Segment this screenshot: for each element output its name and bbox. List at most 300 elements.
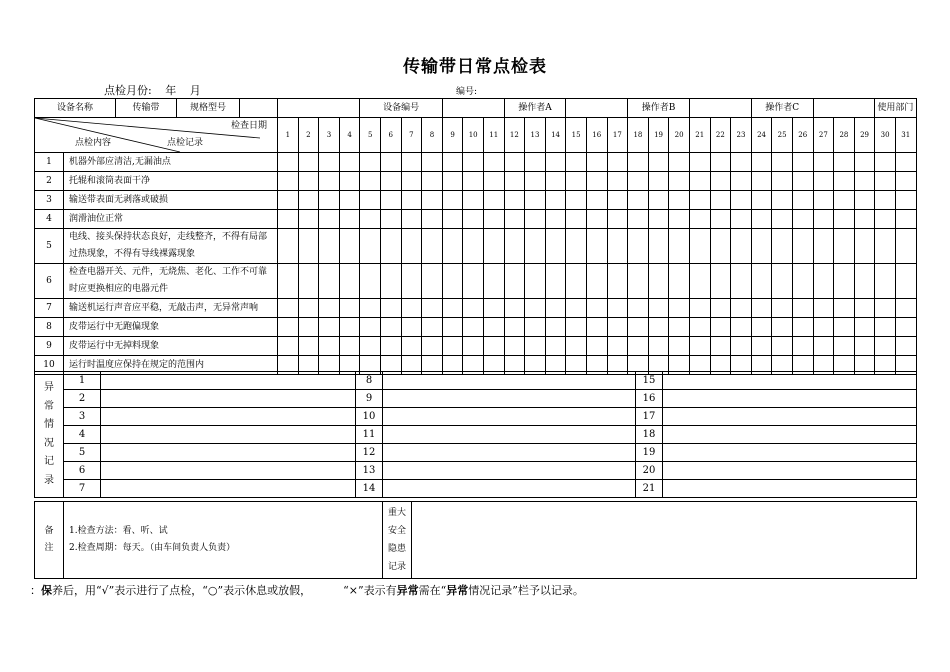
check-cell[interactable] [607,191,628,210]
check-cell[interactable] [689,318,710,337]
check-cell[interactable] [648,210,669,229]
check-cell[interactable] [545,191,566,210]
abnormal-entry[interactable] [663,462,917,480]
check-cell[interactable] [772,337,793,356]
check-cell[interactable] [319,337,340,356]
check-cell[interactable] [628,318,649,337]
abnormal-entry[interactable] [663,426,917,444]
check-cell[interactable] [566,210,587,229]
check-cell[interactable] [360,153,381,172]
check-cell[interactable] [525,191,546,210]
check-cell[interactable] [422,210,443,229]
check-cell[interactable] [834,264,855,299]
check-cell[interactable] [360,172,381,191]
check-cell[interactable] [319,191,340,210]
model-value[interactable] [240,99,278,117]
check-cell[interactable] [360,264,381,299]
check-cell[interactable] [566,318,587,337]
check-cell[interactable] [339,153,360,172]
check-cell[interactable] [278,337,299,356]
check-cell[interactable] [483,210,504,229]
check-cell[interactable] [463,299,484,318]
check-cell[interactable] [669,229,690,264]
check-cell[interactable] [278,210,299,229]
check-cell[interactable] [834,172,855,191]
check-cell[interactable] [298,337,319,356]
check-cell[interactable] [875,191,896,210]
check-cell[interactable] [401,172,422,191]
check-cell[interactable] [504,318,525,337]
check-cell[interactable] [607,229,628,264]
check-cell[interactable] [566,229,587,264]
check-cell[interactable] [813,264,834,299]
check-cell[interactable] [483,299,504,318]
check-cell[interactable] [731,191,752,210]
check-cell[interactable] [586,264,607,299]
check-cell[interactable] [504,191,525,210]
check-cell[interactable] [669,318,690,337]
check-cell[interactable] [710,337,731,356]
check-cell[interactable] [772,172,793,191]
major-hazard-record-cell[interactable] [412,502,917,579]
check-cell[interactable] [380,229,401,264]
check-cell[interactable] [607,318,628,337]
check-cell[interactable] [628,153,649,172]
check-cell[interactable] [813,210,834,229]
check-cell[interactable] [298,318,319,337]
check-cell[interactable] [792,318,813,337]
check-cell[interactable] [751,318,772,337]
check-cell[interactable] [566,191,587,210]
check-cell[interactable] [463,172,484,191]
check-cell[interactable] [772,264,793,299]
check-cell[interactable] [339,229,360,264]
check-cell[interactable] [648,299,669,318]
check-cell[interactable] [731,318,752,337]
check-cell[interactable] [751,210,772,229]
check-cell[interactable] [504,299,525,318]
check-cell[interactable] [483,229,504,264]
check-cell[interactable] [360,229,381,264]
check-cell[interactable] [401,264,422,299]
check-cell[interactable] [525,172,546,191]
check-cell[interactable] [298,210,319,229]
check-cell[interactable] [792,299,813,318]
abnormal-entry[interactable] [383,444,636,462]
abnormal-entry[interactable] [101,426,356,444]
check-cell[interactable] [525,229,546,264]
check-cell[interactable] [813,299,834,318]
abnormal-entry[interactable] [663,444,917,462]
check-cell[interactable] [648,172,669,191]
check-cell[interactable] [895,337,916,356]
check-cell[interactable] [401,318,422,337]
check-cell[interactable] [854,153,875,172]
check-cell[interactable] [339,337,360,356]
check-cell[interactable] [731,229,752,264]
check-cell[interactable] [504,210,525,229]
check-cell[interactable] [545,229,566,264]
check-cell[interactable] [586,337,607,356]
equip-no-value[interactable] [442,99,504,118]
check-cell[interactable] [401,191,422,210]
check-cell[interactable] [813,172,834,191]
check-cell[interactable] [895,229,916,264]
check-cell[interactable] [710,229,731,264]
check-cell[interactable] [875,264,896,299]
check-cell[interactable] [339,210,360,229]
check-cell[interactable] [689,172,710,191]
check-cell[interactable] [607,264,628,299]
check-cell[interactable] [710,153,731,172]
check-cell[interactable] [442,172,463,191]
check-cell[interactable] [731,299,752,318]
check-cell[interactable] [813,318,834,337]
check-cell[interactable] [648,153,669,172]
check-cell[interactable] [854,318,875,337]
check-cell[interactable] [545,264,566,299]
abnormal-entry[interactable] [101,372,356,390]
abnormal-entry[interactable] [101,408,356,426]
check-cell[interactable] [607,337,628,356]
check-cell[interactable] [463,264,484,299]
check-cell[interactable] [834,337,855,356]
check-cell[interactable] [689,153,710,172]
check-cell[interactable] [504,264,525,299]
check-cell[interactable] [380,299,401,318]
check-cell[interactable] [442,318,463,337]
abnormal-entry[interactable] [101,480,356,498]
check-cell[interactable] [586,172,607,191]
abnormal-entry[interactable] [383,372,636,390]
check-cell[interactable] [669,264,690,299]
check-cell[interactable] [422,264,443,299]
check-cell[interactable] [628,210,649,229]
check-cell[interactable] [463,191,484,210]
check-cell[interactable] [525,318,546,337]
check-cell[interactable] [278,264,299,299]
check-cell[interactable] [319,153,340,172]
check-cell[interactable] [319,210,340,229]
check-cell[interactable] [298,264,319,299]
check-cell[interactable] [607,299,628,318]
check-cell[interactable] [566,153,587,172]
check-cell[interactable] [525,337,546,356]
check-cell[interactable] [834,191,855,210]
check-cell[interactable] [792,172,813,191]
check-cell[interactable] [422,229,443,264]
check-cell[interactable] [710,299,731,318]
abnormal-entry[interactable] [101,444,356,462]
check-cell[interactable] [545,153,566,172]
op-a-value[interactable] [566,99,628,118]
check-cell[interactable] [442,153,463,172]
check-cell[interactable] [628,264,649,299]
check-cell[interactable] [545,172,566,191]
check-cell[interactable] [278,191,299,210]
check-cell[interactable] [401,337,422,356]
check-cell[interactable] [504,153,525,172]
check-cell[interactable] [854,264,875,299]
check-cell[interactable] [792,210,813,229]
check-cell[interactable] [669,153,690,172]
check-cell[interactable] [875,210,896,229]
check-cell[interactable] [319,264,340,299]
check-cell[interactable] [628,337,649,356]
check-cell[interactable] [380,337,401,356]
abnormal-entry[interactable] [383,408,636,426]
check-cell[interactable] [545,318,566,337]
check-cell[interactable] [483,172,504,191]
check-cell[interactable] [545,337,566,356]
check-cell[interactable] [875,337,896,356]
check-cell[interactable] [319,172,340,191]
check-cell[interactable] [566,264,587,299]
check-cell[interactable] [422,337,443,356]
abnormal-entry[interactable] [663,390,917,408]
check-cell[interactable] [751,299,772,318]
check-cell[interactable] [689,299,710,318]
op-b-value[interactable] [689,99,751,118]
check-cell[interactable] [278,229,299,264]
check-cell[interactable] [339,318,360,337]
check-cell[interactable] [854,210,875,229]
check-cell[interactable] [669,337,690,356]
check-cell[interactable] [710,264,731,299]
check-cell[interactable] [586,299,607,318]
check-cell[interactable] [895,191,916,210]
op-c-value[interactable] [813,99,875,118]
check-cell[interactable] [813,153,834,172]
check-cell[interactable] [442,229,463,264]
check-cell[interactable] [710,191,731,210]
check-cell[interactable] [669,191,690,210]
check-cell[interactable] [401,153,422,172]
check-cell[interactable] [895,172,916,191]
check-cell[interactable] [751,191,772,210]
check-cell[interactable] [586,191,607,210]
check-cell[interactable] [278,318,299,337]
check-cell[interactable] [463,153,484,172]
check-cell[interactable] [792,337,813,356]
check-cell[interactable] [566,299,587,318]
check-cell[interactable] [463,210,484,229]
check-cell[interactable] [278,153,299,172]
check-cell[interactable] [669,172,690,191]
check-cell[interactable] [813,337,834,356]
check-cell[interactable] [731,172,752,191]
abnormal-entry[interactable] [663,408,917,426]
check-cell[interactable] [669,299,690,318]
check-cell[interactable] [380,318,401,337]
check-cell[interactable] [525,264,546,299]
check-cell[interactable] [854,299,875,318]
check-cell[interactable] [422,153,443,172]
check-cell[interactable] [689,264,710,299]
check-cell[interactable] [586,229,607,264]
check-cell[interactable] [401,299,422,318]
check-cell[interactable] [442,191,463,210]
check-cell[interactable] [710,210,731,229]
check-cell[interactable] [319,229,340,264]
check-cell[interactable] [380,264,401,299]
check-cell[interactable] [792,264,813,299]
check-cell[interactable] [751,153,772,172]
check-cell[interactable] [834,229,855,264]
check-cell[interactable] [483,318,504,337]
check-cell[interactable] [751,337,772,356]
check-cell[interactable] [586,210,607,229]
check-cell[interactable] [525,299,546,318]
check-cell[interactable] [689,210,710,229]
check-cell[interactable] [339,172,360,191]
check-cell[interactable] [401,229,422,264]
abnormal-entry[interactable] [663,372,917,390]
check-cell[interactable] [710,318,731,337]
check-cell[interactable] [669,210,690,229]
check-cell[interactable] [689,229,710,264]
check-cell[interactable] [648,264,669,299]
check-cell[interactable] [463,229,484,264]
check-cell[interactable] [895,318,916,337]
abnormal-entry[interactable] [383,426,636,444]
abnormal-entry[interactable] [663,480,917,498]
check-cell[interactable] [504,172,525,191]
abnormal-entry[interactable] [383,390,636,408]
check-cell[interactable] [834,153,855,172]
check-cell[interactable] [792,153,813,172]
check-cell[interactable] [792,229,813,264]
check-cell[interactable] [895,153,916,172]
check-cell[interactable] [628,299,649,318]
check-cell[interactable] [895,210,916,229]
check-cell[interactable] [422,191,443,210]
check-cell[interactable] [648,191,669,210]
check-cell[interactable] [813,229,834,264]
check-cell[interactable] [772,318,793,337]
blank-model[interactable] [278,99,360,118]
check-cell[interactable] [607,153,628,172]
check-cell[interactable] [854,172,875,191]
check-cell[interactable] [689,191,710,210]
check-cell[interactable] [731,264,752,299]
check-cell[interactable] [442,299,463,318]
check-cell[interactable] [298,299,319,318]
abnormal-entry[interactable] [383,480,636,498]
check-cell[interactable] [772,229,793,264]
abnormal-entry[interactable] [101,462,356,480]
check-cell[interactable] [648,337,669,356]
check-cell[interactable] [525,210,546,229]
check-cell[interactable] [751,172,772,191]
check-cell[interactable] [772,299,793,318]
check-cell[interactable] [463,318,484,337]
check-cell[interactable] [854,229,875,264]
abnormal-entry[interactable] [101,390,356,408]
check-cell[interactable] [772,191,793,210]
check-cell[interactable] [566,172,587,191]
check-cell[interactable] [339,191,360,210]
check-cell[interactable] [586,318,607,337]
check-cell[interactable] [298,172,319,191]
check-cell[interactable] [751,264,772,299]
check-cell[interactable] [298,153,319,172]
check-cell[interactable] [648,229,669,264]
check-cell[interactable] [319,299,340,318]
check-cell[interactable] [442,337,463,356]
check-cell[interactable] [545,210,566,229]
check-cell[interactable] [545,299,566,318]
check-cell[interactable] [442,210,463,229]
check-cell[interactable] [607,210,628,229]
check-cell[interactable] [504,337,525,356]
check-cell[interactable] [380,210,401,229]
check-cell[interactable] [854,191,875,210]
check-cell[interactable] [834,210,855,229]
check-cell[interactable] [751,229,772,264]
check-cell[interactable] [483,264,504,299]
check-cell[interactable] [463,337,484,356]
check-cell[interactable] [319,318,340,337]
check-cell[interactable] [278,299,299,318]
check-cell[interactable] [813,191,834,210]
check-cell[interactable] [875,153,896,172]
check-cell[interactable] [422,172,443,191]
check-cell[interactable] [380,191,401,210]
check-cell[interactable] [875,299,896,318]
check-cell[interactable] [339,299,360,318]
check-cell[interactable] [689,337,710,356]
check-cell[interactable] [504,229,525,264]
check-cell[interactable] [360,191,381,210]
check-cell[interactable] [875,318,896,337]
check-cell[interactable] [648,318,669,337]
check-cell[interactable] [525,153,546,172]
check-cell[interactable] [422,299,443,318]
check-cell[interactable] [360,318,381,337]
check-cell[interactable] [401,210,422,229]
check-cell[interactable] [628,229,649,264]
check-cell[interactable] [586,153,607,172]
check-cell[interactable] [772,210,793,229]
check-cell[interactable] [772,153,793,172]
check-cell[interactable] [731,337,752,356]
check-cell[interactable] [360,299,381,318]
check-cell[interactable] [628,191,649,210]
check-cell[interactable] [483,191,504,210]
check-cell[interactable] [483,153,504,172]
check-cell[interactable] [731,210,752,229]
check-cell[interactable] [298,229,319,264]
check-cell[interactable] [895,264,916,299]
check-cell[interactable] [792,191,813,210]
check-cell[interactable] [442,264,463,299]
check-cell[interactable] [380,172,401,191]
check-cell[interactable] [710,172,731,191]
check-cell[interactable] [628,172,649,191]
abnormal-entry[interactable] [383,462,636,480]
check-cell[interactable] [854,337,875,356]
check-cell[interactable] [834,299,855,318]
check-cell[interactable] [339,264,360,299]
check-cell[interactable] [875,172,896,191]
check-cell[interactable] [298,191,319,210]
check-cell[interactable] [483,337,504,356]
check-cell[interactable] [360,210,381,229]
check-cell[interactable] [380,153,401,172]
check-cell[interactable] [422,318,443,337]
check-cell[interactable] [895,299,916,318]
